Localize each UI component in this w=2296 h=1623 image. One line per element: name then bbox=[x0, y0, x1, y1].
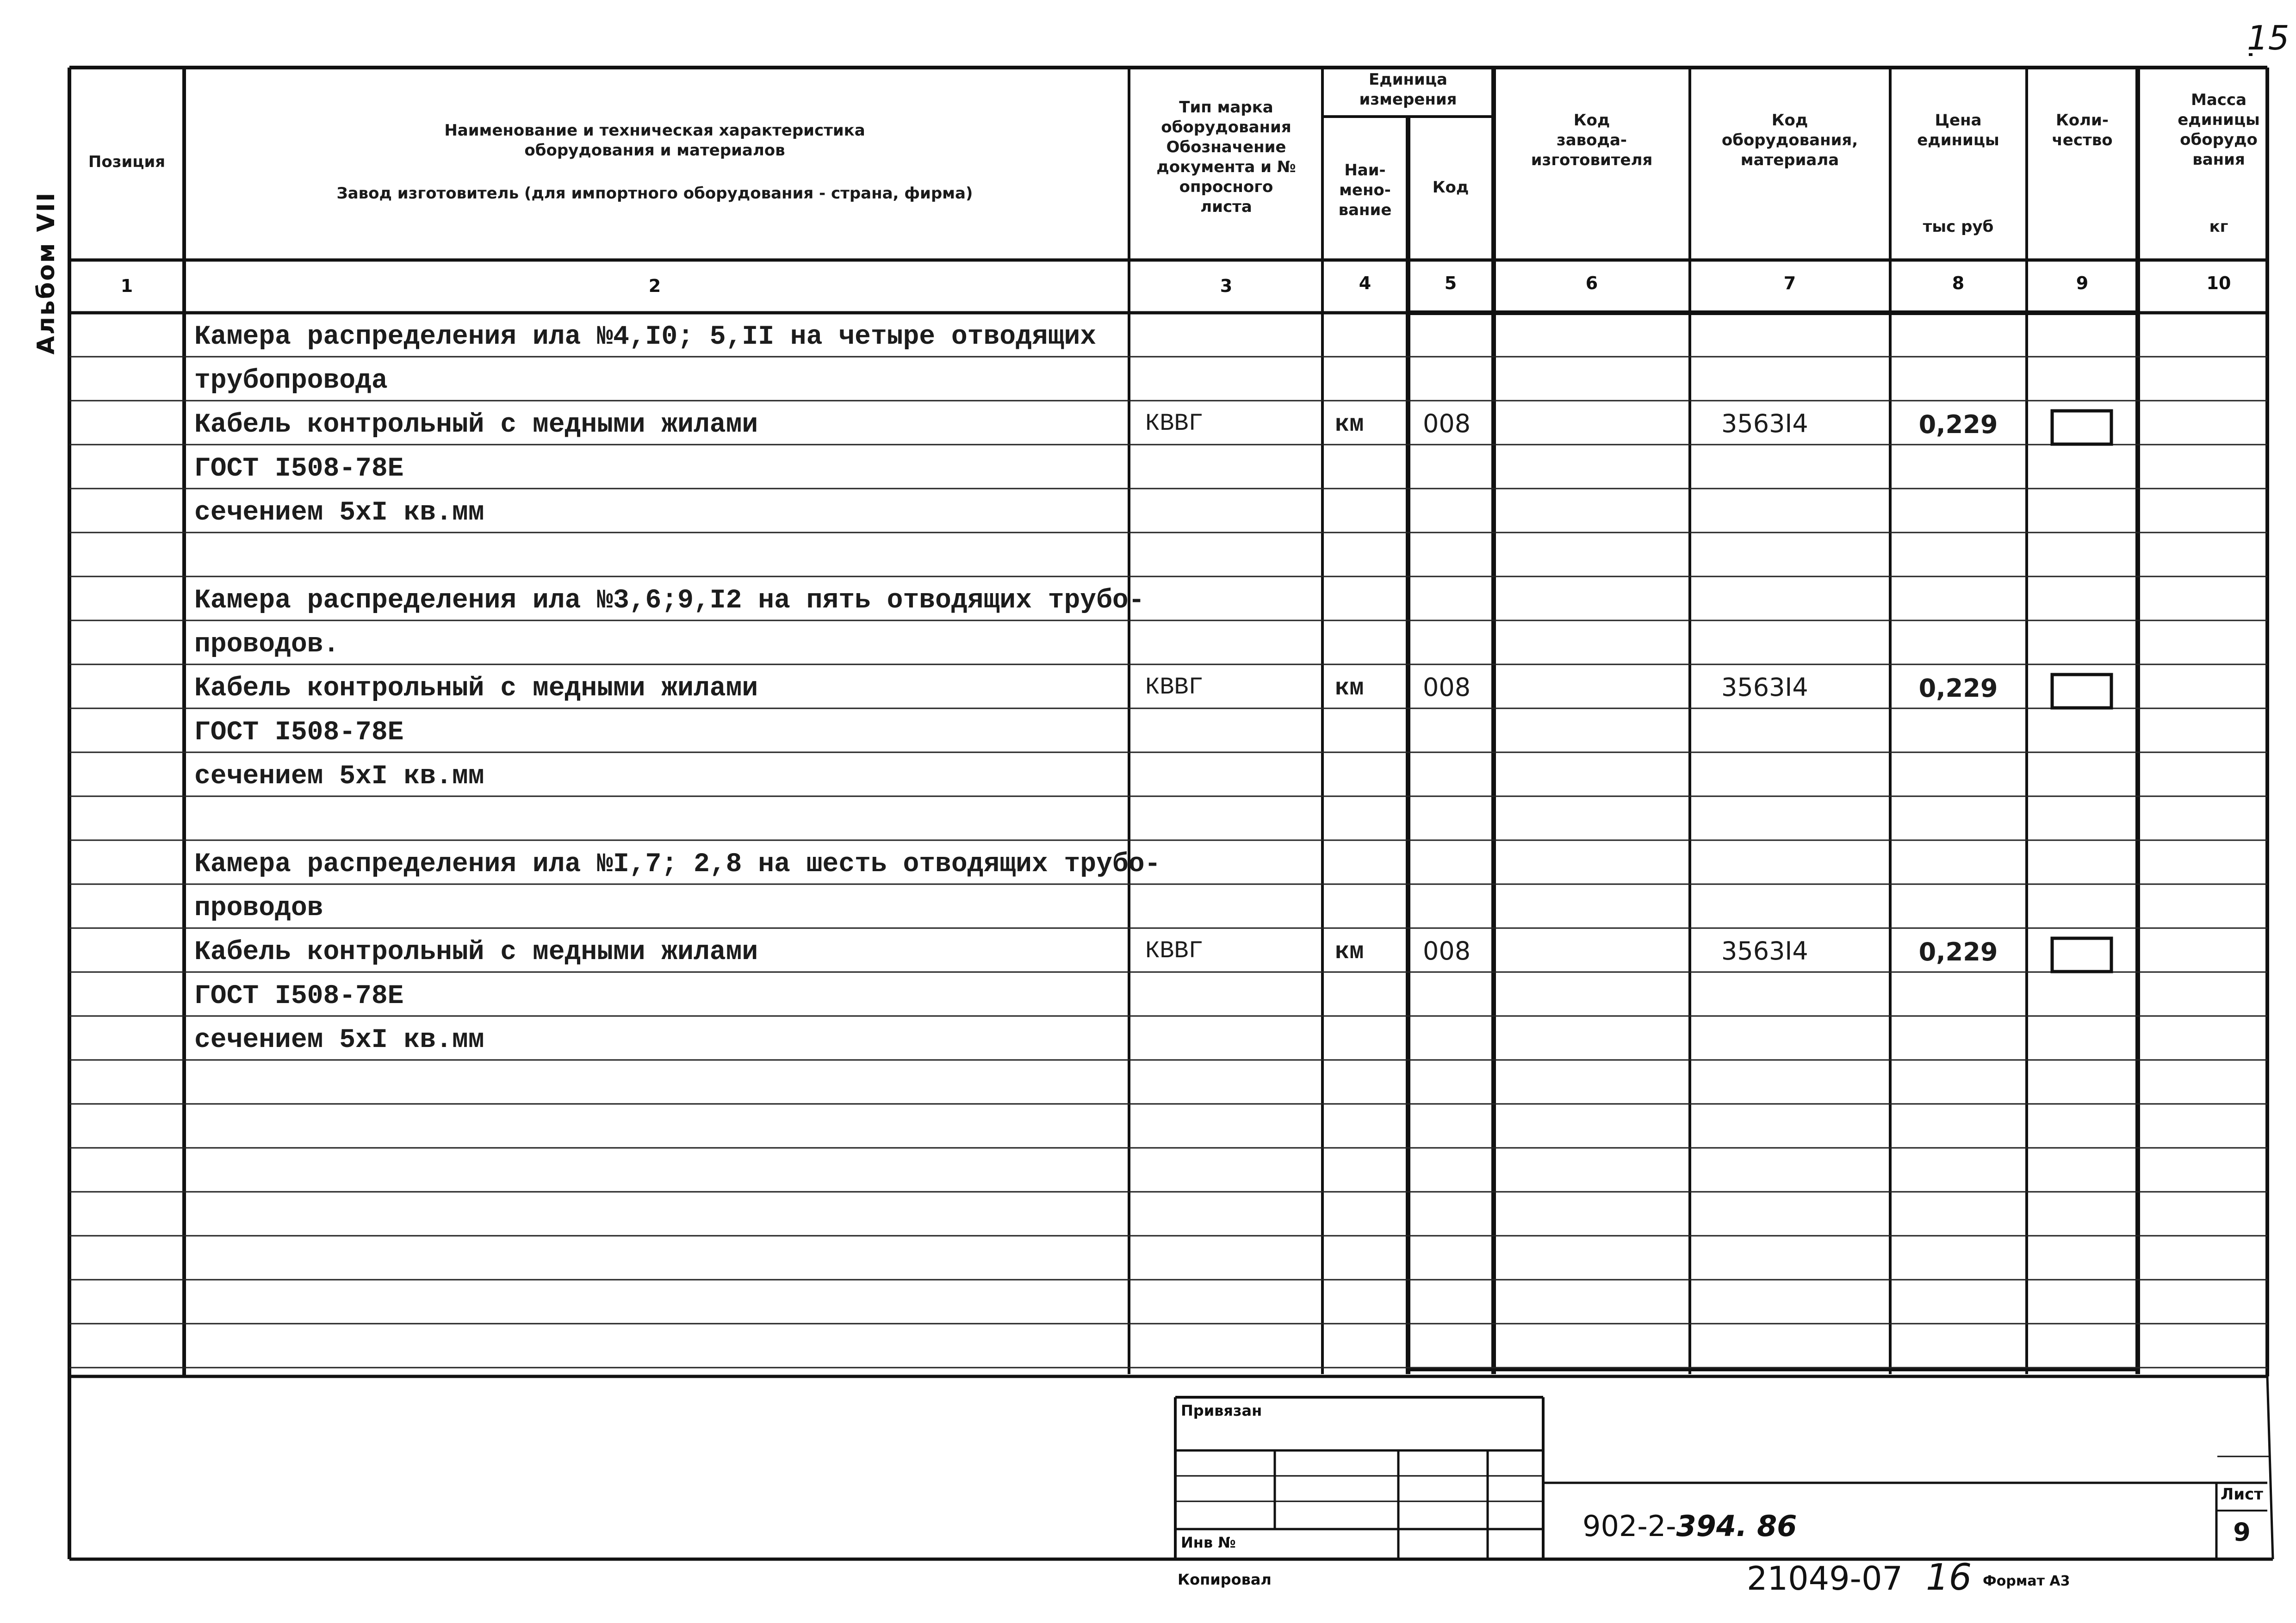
header-name-line3: Завод изготовитель (для импортного оборудования - страна, фирма) bbox=[336, 184, 973, 203]
row-text: Кабель контрольный с медными жилами bbox=[194, 674, 758, 704]
header-maker-line1: Код bbox=[1573, 111, 1610, 130]
header-unit-line2: измерения bbox=[1359, 90, 1457, 109]
row-text: Камера распределения ила №I,7; 2,8 на шесть отводящих трубо- bbox=[194, 849, 1161, 880]
row-code: 008 bbox=[1423, 409, 1471, 438]
header-maker-line2: завода- bbox=[1556, 131, 1627, 149]
quantity-box bbox=[2052, 675, 2111, 708]
album-label: Альбом VII bbox=[32, 191, 60, 355]
row-text: проводов bbox=[194, 893, 323, 923]
header-unit-line1: Единица bbox=[1369, 70, 1447, 89]
stamp-inv: Инв № bbox=[1181, 1534, 1236, 1551]
quantity-box bbox=[2052, 938, 2111, 972]
row-text: Камера распределения ила №3,6;9,I2 на пять отводящих трубо- bbox=[194, 586, 1145, 616]
row-text: ГОСТ I508-78Е bbox=[194, 718, 404, 748]
header-mass-line2: единицы bbox=[2178, 111, 2260, 129]
row-text: ГОСТ I508-78Е bbox=[194, 454, 404, 484]
row-unit: км bbox=[1335, 938, 1364, 966]
header-unit-name-line2: мено- bbox=[1339, 181, 1391, 199]
row-price: 0,229 bbox=[1918, 410, 1998, 439]
archive-number bbox=[1747, 1557, 1972, 1598]
row-text: Кабель контрольный с медными жилами bbox=[194, 937, 758, 967]
document-number-suffix: 394. 86 bbox=[1676, 1509, 1797, 1543]
row-type: КВВГ bbox=[1145, 674, 1203, 701]
header-type-line1: Тип марка bbox=[1179, 98, 1273, 117]
header-mass-line4: вания bbox=[2192, 150, 2245, 169]
header-type-line4: документа и № bbox=[1156, 158, 1296, 176]
format-label: Формат А3 bbox=[1983, 1573, 2070, 1589]
stamp-copied: Копировал bbox=[1178, 1571, 1272, 1588]
column-number-2: 2 bbox=[648, 276, 661, 296]
header-qty-line1: Коли- bbox=[2056, 111, 2109, 130]
row-text: Камера распределения ила №4,I0; 5,II на четыре отводящих bbox=[194, 322, 1097, 352]
document-number bbox=[1582, 1509, 1797, 1543]
archive-id: 21049-07 bbox=[1747, 1560, 1903, 1598]
column-number-7: 7 bbox=[1783, 273, 1796, 293]
column-number-10: 10 bbox=[2206, 273, 2231, 293]
row-text: ГОСТ I508-78Е bbox=[194, 981, 404, 1011]
header-qty-line2: чество bbox=[2052, 131, 2113, 149]
header-mass-line1: Масса bbox=[2191, 91, 2247, 109]
column-number-5: 5 bbox=[1444, 273, 1457, 293]
header-type-line3: Обозначение bbox=[1166, 138, 1286, 156]
header-name-line1: Наименование и техническая характеристика bbox=[444, 121, 865, 140]
row-type: КВВГ bbox=[1145, 410, 1203, 437]
header-type-line5: опросного bbox=[1179, 178, 1273, 196]
row-text: сечением 5xI кв.мм bbox=[194, 1025, 484, 1055]
column-number-6: 6 bbox=[1585, 273, 1598, 293]
header-position: Позиция bbox=[88, 153, 166, 171]
row-text: трубопровода bbox=[194, 366, 388, 396]
row-unit: км bbox=[1335, 675, 1364, 702]
archive-page: 16 bbox=[1926, 1557, 1972, 1598]
header-type-line2: оборудования bbox=[1161, 118, 1291, 136]
row-text: сечением 5xI кв.мм bbox=[194, 762, 484, 792]
row-equipment-code: 3563I4 bbox=[1721, 409, 1808, 438]
header-name-line2: оборудования и материалов bbox=[524, 141, 785, 160]
header-equip-line2: оборудования, bbox=[1721, 131, 1858, 149]
header-price-line2: единицы bbox=[1917, 131, 1999, 149]
row-text: проводов. bbox=[194, 630, 340, 660]
header-mass-line3: оборудо bbox=[2180, 130, 2258, 149]
header-price-unit: тыс руб bbox=[1923, 217, 1994, 236]
row-type: КВВГ bbox=[1145, 937, 1203, 965]
header-mass-unit: кг bbox=[2209, 217, 2228, 236]
page-number: 15 bbox=[2247, 19, 2290, 57]
column-number-1: 1 bbox=[120, 276, 133, 296]
row-price: 0,229 bbox=[1918, 937, 1998, 966]
column-number-3: 3 bbox=[1220, 276, 1233, 296]
row-unit: км bbox=[1335, 411, 1364, 438]
header-unit-code: Код bbox=[1432, 178, 1469, 197]
header-equip-line1: Код bbox=[1771, 111, 1808, 130]
row-text: сечением 5xI кв.мм bbox=[194, 498, 484, 528]
sheet-label: Лист bbox=[2221, 1485, 2263, 1504]
row-price: 0,229 bbox=[1918, 674, 1998, 703]
header-unit-name-line1: Наи- bbox=[1344, 161, 1386, 180]
header-price-line1: Цена bbox=[1935, 111, 1982, 130]
row-code: 008 bbox=[1423, 673, 1471, 702]
header-type-line6: листа bbox=[1200, 198, 1252, 216]
row-text: Кабель контрольный с медными жилами bbox=[194, 410, 758, 440]
column-number-9: 9 bbox=[2076, 273, 2089, 293]
header-maker-line3: изготовителя bbox=[1531, 151, 1653, 169]
row-equipment-code: 3563I4 bbox=[1721, 673, 1808, 702]
row-equipment-code: 3563I4 bbox=[1721, 936, 1808, 966]
sheet-number: 9 bbox=[2233, 1518, 2251, 1547]
header-equip-line3: материала bbox=[1740, 151, 1839, 169]
header-unit-name-line3: вание bbox=[1338, 201, 1392, 219]
column-number-4: 4 bbox=[1359, 273, 1371, 293]
document-number-prefix: 902-2- bbox=[1582, 1509, 1676, 1543]
row-code: 008 bbox=[1423, 936, 1471, 966]
stamp-attached: Привязан bbox=[1181, 1402, 1262, 1419]
quantity-box bbox=[2052, 411, 2111, 444]
column-number-8: 8 bbox=[1952, 273, 1965, 293]
